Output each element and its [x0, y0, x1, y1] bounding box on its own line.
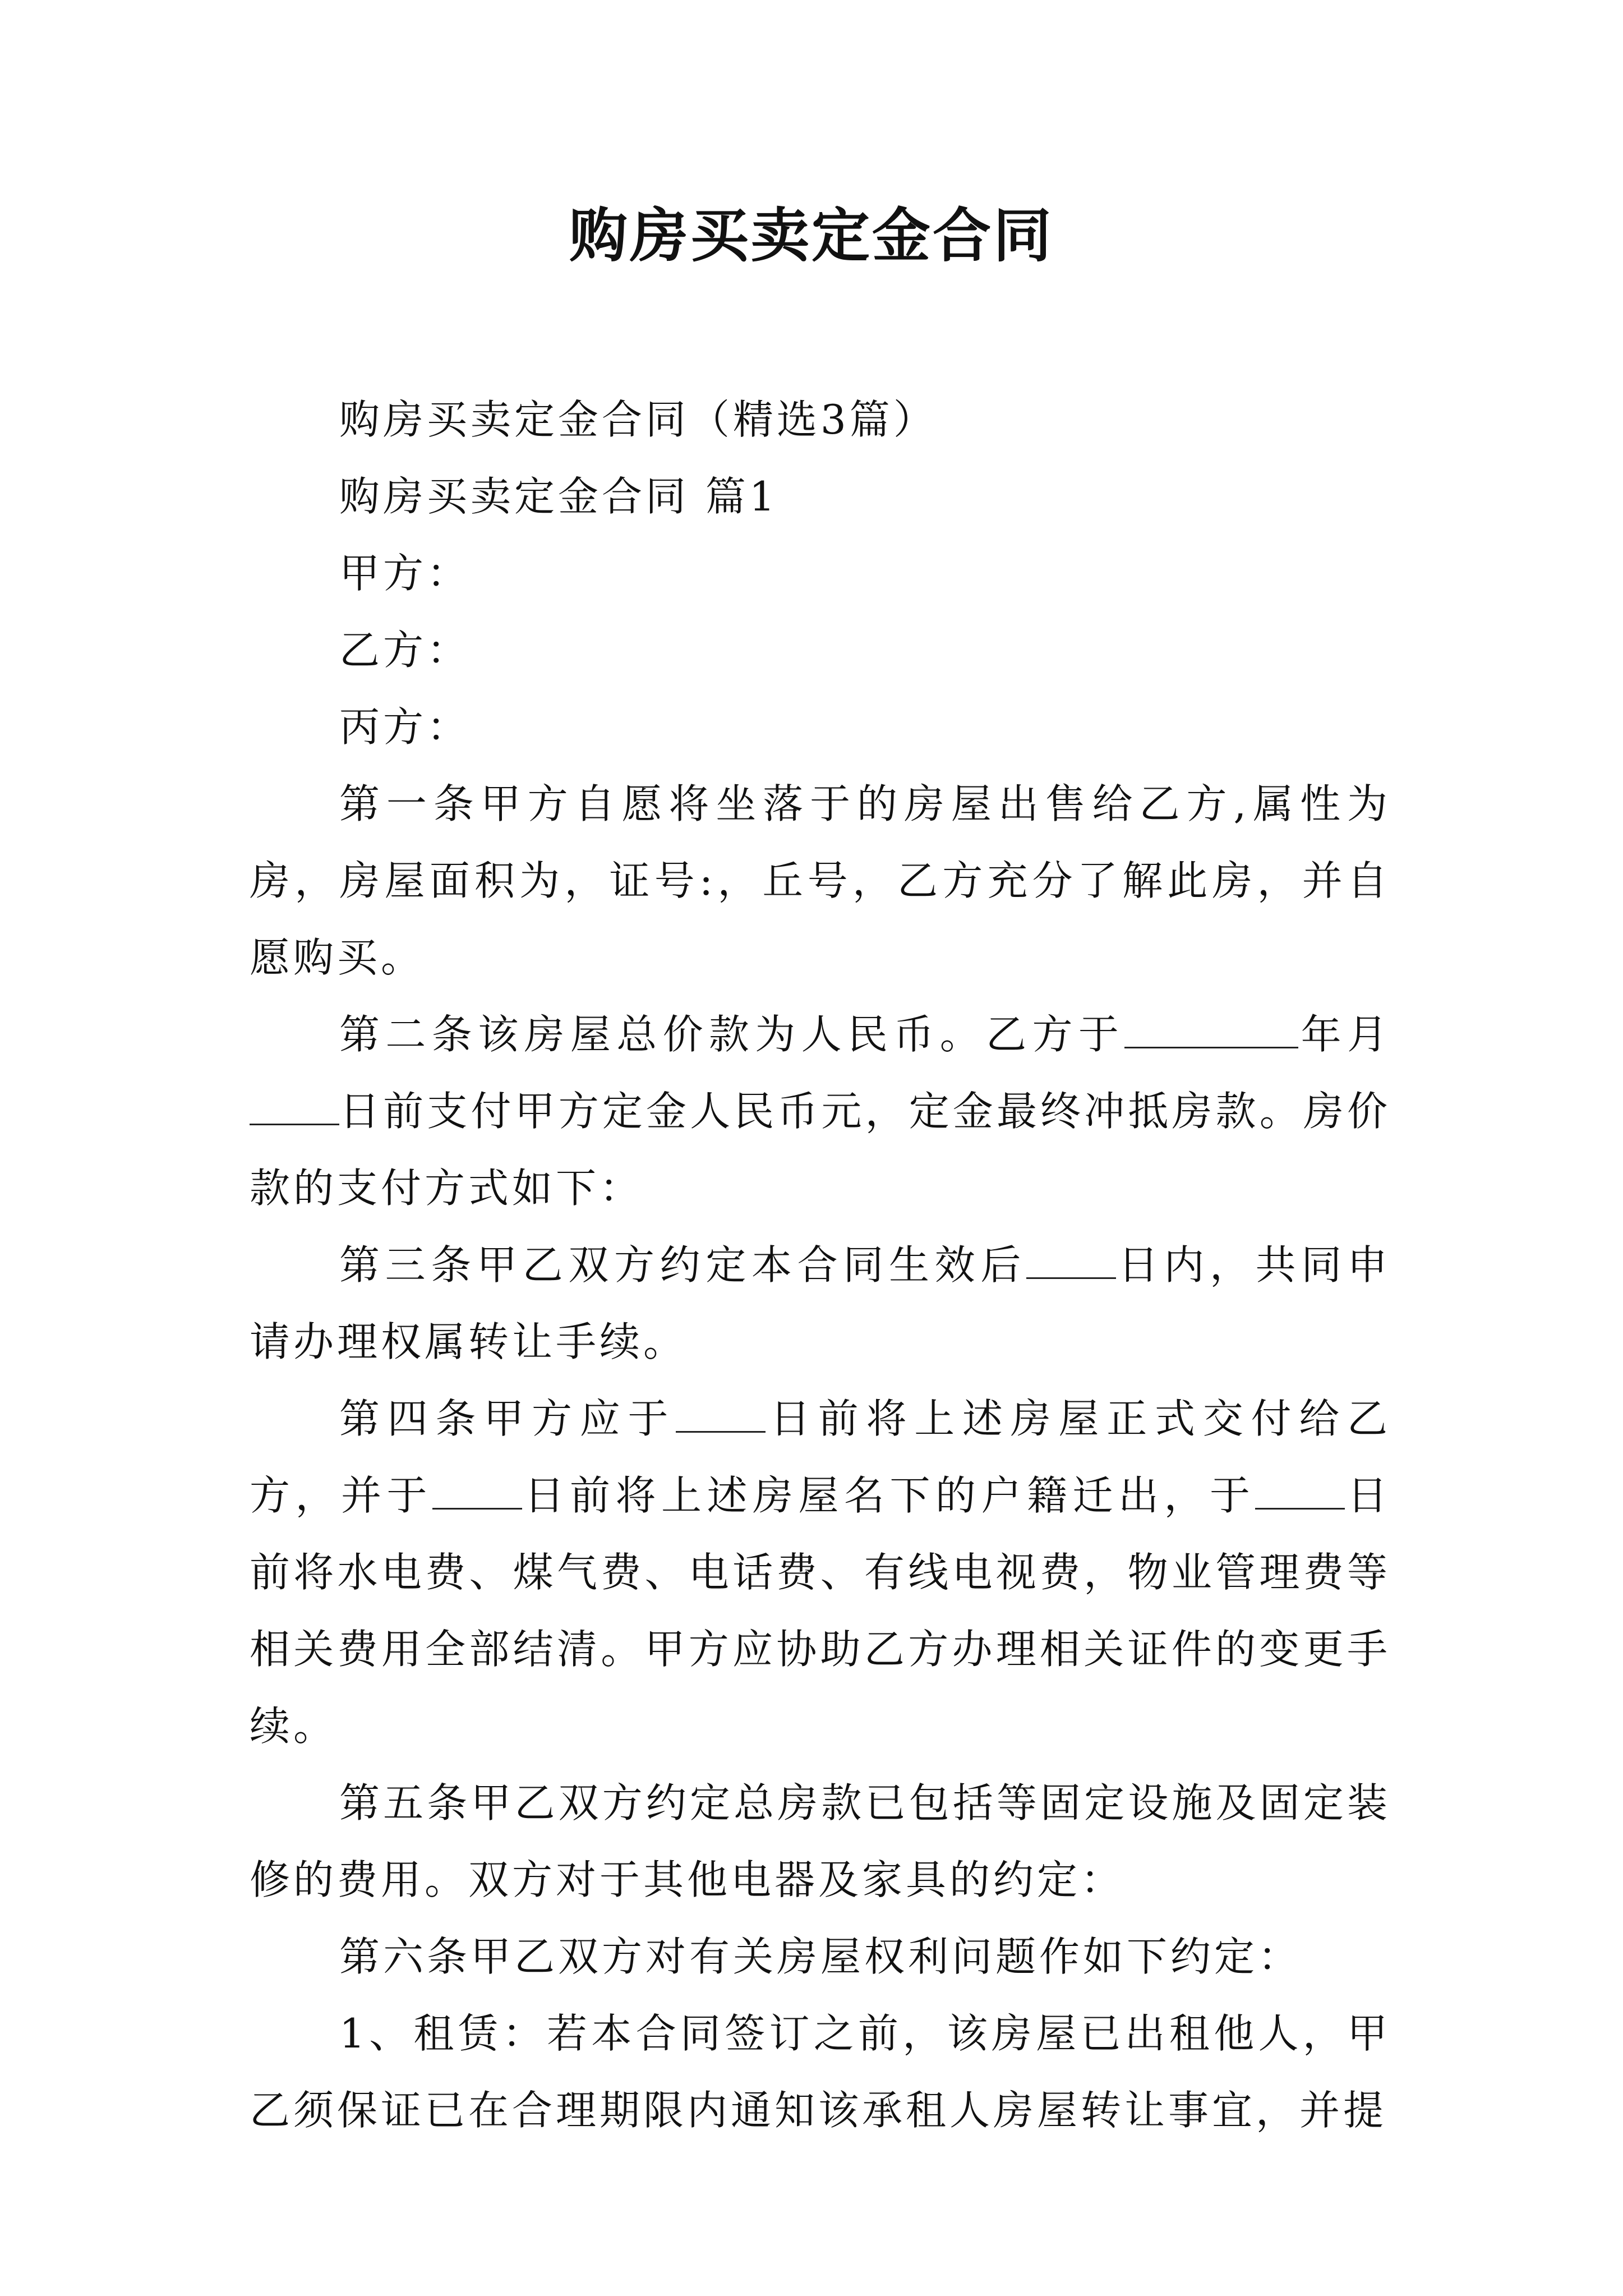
paragraph-text: 购房买卖定金合同（精选3篇） — [339, 396, 937, 443]
paragraph — [250, 535, 1391, 612]
clause-3 — [250, 1227, 1391, 1381]
fill-blank — [676, 1396, 766, 1433]
clause-2 — [250, 996, 1391, 1227]
fill-blank — [432, 1473, 522, 1510]
paragraph-text: 第五条甲乙双方约定总房款已包括等固定设施及固定装修的费用。双方对于其他电器及家具的约定： — [250, 1779, 1391, 1903]
paragraph-text: 日前支付甲方定金人民币元，定金最终冲抵房款。房价款的支付方式如下： — [250, 1088, 1391, 1212]
fill-blank — [1026, 1243, 1116, 1279]
paragraph — [250, 381, 1391, 458]
fill-blank — [250, 1089, 339, 1125]
paragraph-text: 第四条甲方应于 — [339, 1395, 676, 1442]
clause-6 — [250, 1918, 1391, 1995]
clause-4 — [250, 1381, 1391, 1765]
paragraph — [250, 458, 1391, 535]
paragraph — [250, 612, 1391, 689]
clause-5 — [250, 1765, 1391, 1918]
paragraph-text: 购房买卖定金合同 篇1 — [339, 473, 778, 520]
document-title: 购房买卖定金合同 — [569, 201, 1054, 270]
party-a-label: 甲方： — [339, 550, 471, 597]
paragraph-text: 日前将上述房屋名下的户籍迁出，于 — [522, 1472, 1256, 1519]
fill-blank — [1255, 1473, 1345, 1510]
paragraph-text: 1、租赁：若本合同签订之前，该房屋已出租他人，甲乙须保证已在合理期限内通知该承租人房屋转让事宜，并提 — [250, 2010, 1391, 2134]
paragraph-text: 日前将水电费、煤气费、电话费、有线电视费，物业管理费等相关费用全部结清。甲方应协助乙方办理相关证件的变更手续。 — [250, 1472, 1391, 1750]
paragraph-text: 第一条甲方自愿将坐落于的房屋出售给乙方,属性为房，房屋面积为，证号:，丘号，乙方充分了解此房，并自愿购买。 — [250, 780, 1391, 981]
paragraph-text: 第六条甲乙双方对有关房屋权利问题作如下约定： — [339, 1933, 1302, 1980]
party-c-label: 丙方： — [339, 703, 471, 751]
fill-blank — [1124, 1012, 1298, 1048]
paragraph-text: 日内，共同申请办理权属转让手续。 — [250, 1241, 1391, 1365]
paragraph-text: 年月 — [1298, 1011, 1391, 1058]
paragraph — [250, 689, 1391, 766]
clause-6-item-1 — [250, 1995, 1391, 2149]
paragraph-text: 第三条甲乙双方约定本合同生效后 — [339, 1241, 1026, 1289]
document-body — [250, 381, 1391, 2149]
paragraph-text: 日前将上述房屋正式交付给乙方，并于 — [250, 1395, 1391, 1519]
party-b-label: 乙方： — [339, 627, 471, 674]
paragraph-text: 第二条该房屋总价款为人民币。乙方于 — [339, 1011, 1125, 1058]
clause-1 — [250, 766, 1391, 996]
